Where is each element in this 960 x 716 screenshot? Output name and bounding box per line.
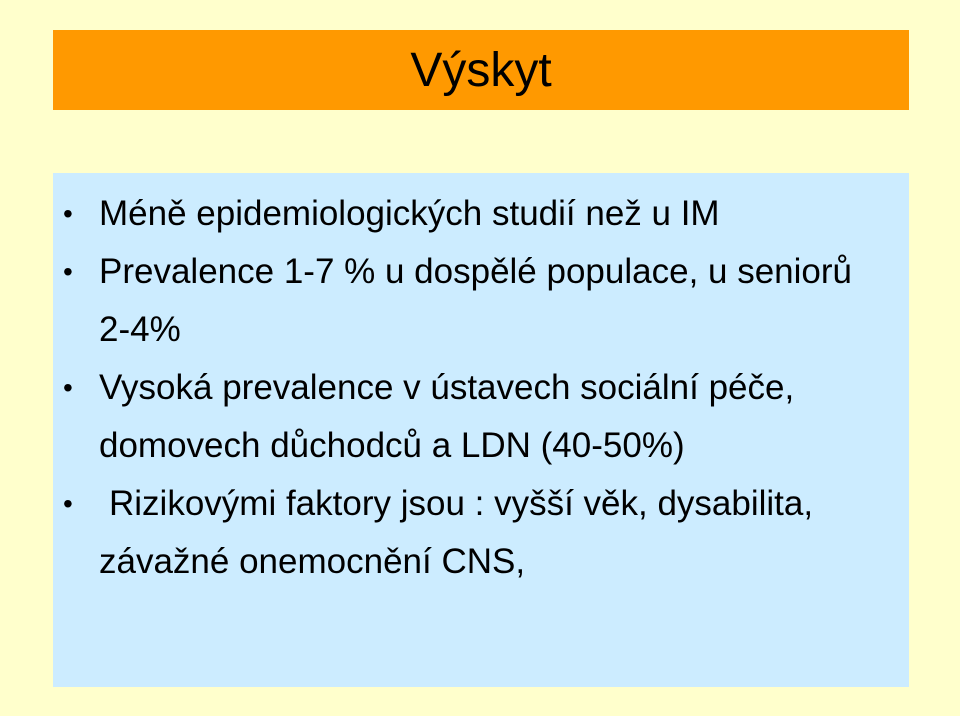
bullet-list xyxy=(53,185,909,591)
bullet-item xyxy=(53,243,909,359)
bullet-text: Rizikovými faktory jsou : vyšší věk, dysabilita, závažné onemocnění CNS, xyxy=(99,484,814,581)
bullet-icon: • xyxy=(63,256,73,287)
bullet-item xyxy=(53,359,909,475)
bullet-item xyxy=(53,185,909,243)
bullet-icon: • xyxy=(63,488,73,519)
title-bar xyxy=(53,30,909,110)
slide-title: Výskyt xyxy=(410,43,552,97)
bullet-text: Prevalence 1-7 % u dospělé populace, u seniorů 2-4% xyxy=(99,252,852,349)
bullet-text: Méně epidemiologických studií než u IM xyxy=(99,194,720,233)
bullet-icon: • xyxy=(63,372,73,403)
content-box xyxy=(53,173,909,687)
bullet-icon: • xyxy=(63,198,73,229)
bullet-text: Vysoká prevalence v ústavech sociální péče, domovech důchodců a LDN (40-50%) xyxy=(99,368,795,465)
bullet-item xyxy=(53,475,909,591)
